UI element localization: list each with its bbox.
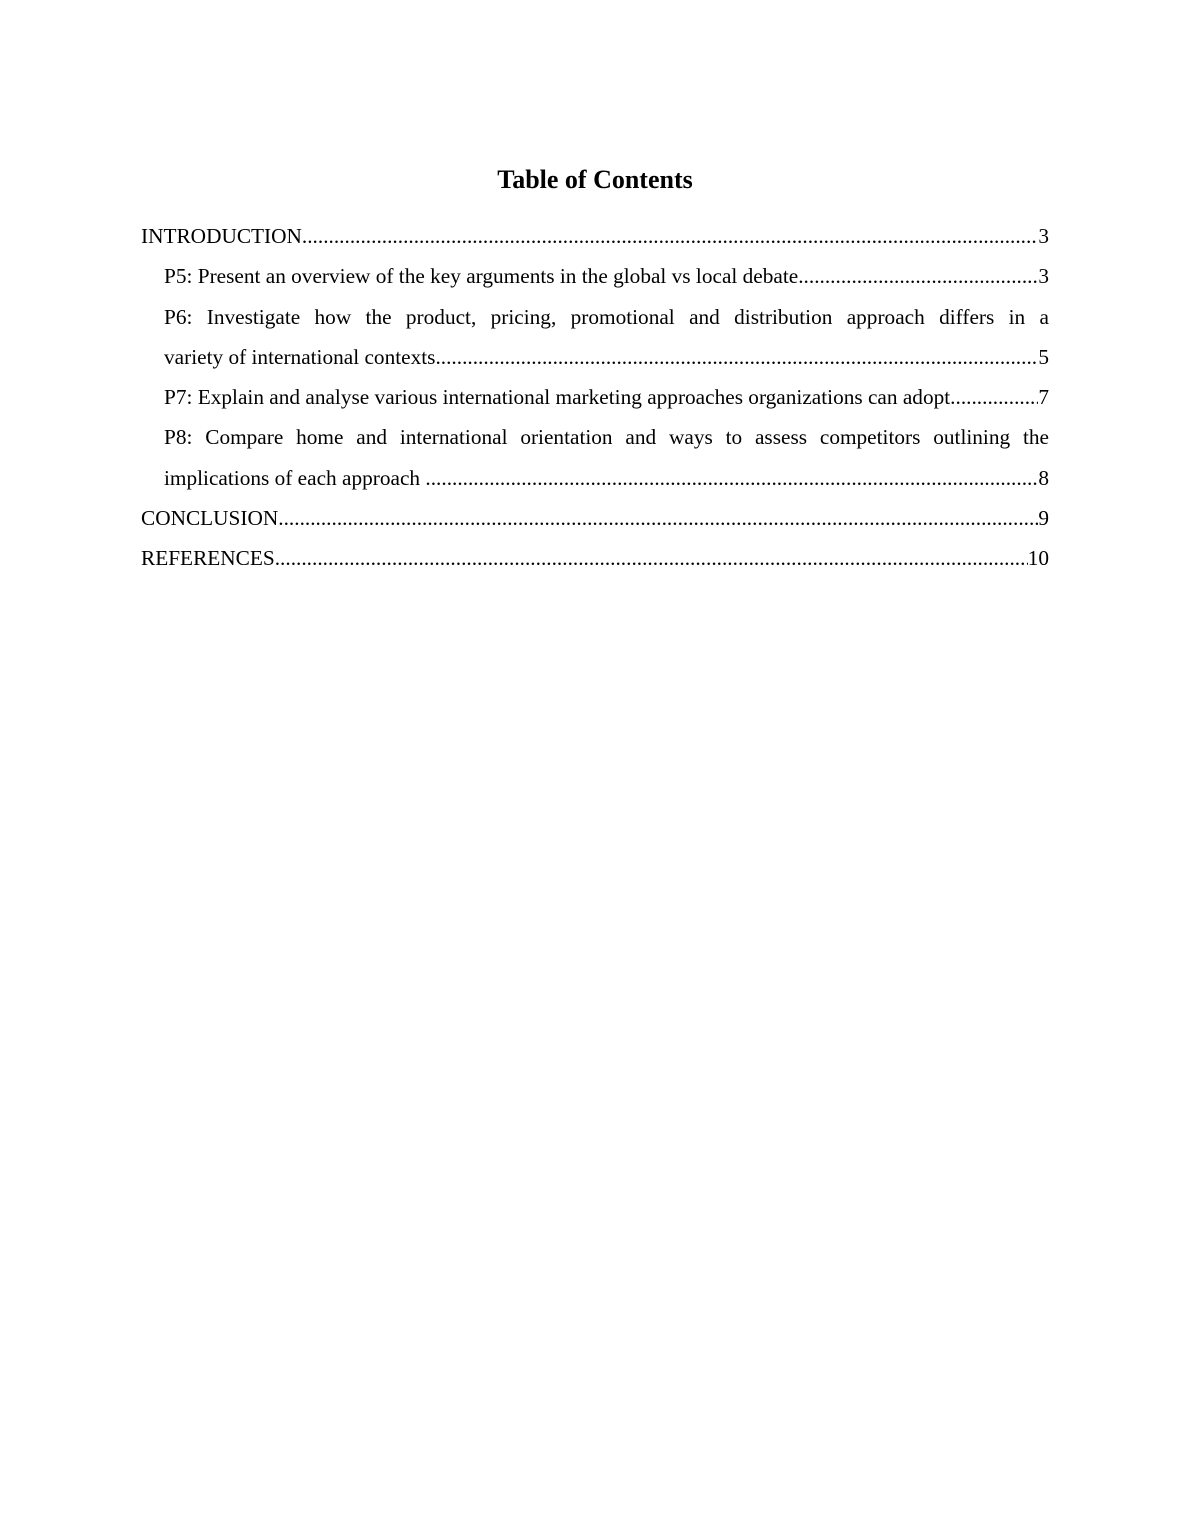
toc-entry-p7[interactable] <box>164 377 1049 417</box>
toc-entry-line2 <box>164 458 1049 498</box>
toc-entry-label: P7: Explain and analyse various international marketing approaches organizations can adopt <box>164 385 951 410</box>
dot-leader <box>278 498 1038 538</box>
toc-page-number: 3 <box>1038 224 1049 248</box>
page-title: Table of Contents <box>497 165 693 194</box>
toc-page-number: 5 <box>1038 344 1049 369</box>
toc-entry-label-line1: P8: Compare home and international orientation and ways to assess competitors outlining the <box>164 425 1049 450</box>
toc-page-number: 7 <box>1038 385 1049 410</box>
toc-entry-label: CONCLUSION <box>141 506 279 531</box>
toc-entry-label: REFERENCES <box>141 546 275 571</box>
toc-page-number: 8 <box>1038 465 1049 490</box>
table-of-contents <box>141 216 1049 579</box>
dot-leader <box>435 337 1038 377</box>
toc-entry-conclusion[interactable] <box>141 498 1049 538</box>
toc-entry-line2 <box>164 337 1049 377</box>
toc-page-number: 10 <box>1027 546 1049 571</box>
toc-entry-p5[interactable] <box>164 256 1049 296</box>
toc-entry-references[interactable] <box>141 538 1049 578</box>
toc-page-number: 3 <box>1038 264 1049 289</box>
dot-leader <box>275 538 1028 578</box>
toc-entry-label-line2: implications of each approach <box>164 465 426 490</box>
toc-entry-label: INTRODUCTION <box>141 224 302 248</box>
toc-page-number: 9 <box>1038 506 1049 531</box>
toc-entry-introduction[interactable] <box>141 216 1049 256</box>
toc-entry-label-line1: P6: Investigate how the product, pricing, promotional and distribution approach differs in a <box>164 304 1049 329</box>
toc-entry-label: P5: Present an overview of the key arguments in the global vs local debate <box>164 264 799 289</box>
toc-entry-label-line2: variety of international contexts <box>164 344 436 369</box>
dot-leader <box>798 256 1038 296</box>
dot-leader <box>950 377 1038 417</box>
toc-entry-p6[interactable] <box>164 297 1049 378</box>
dot-leader <box>302 216 1038 256</box>
dot-leader <box>425 458 1038 498</box>
toc-entry-p8[interactable] <box>164 417 1049 498</box>
